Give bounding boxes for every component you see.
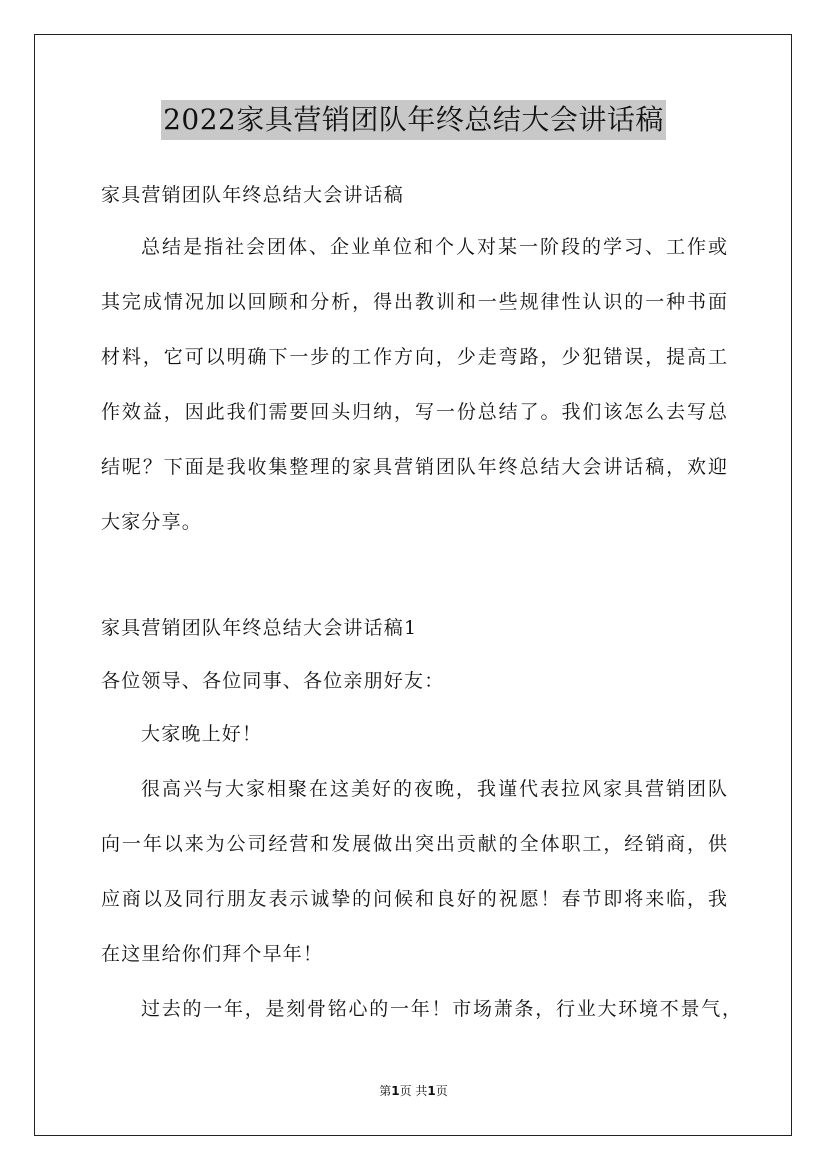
footer-prefix: 第 bbox=[379, 1084, 392, 1098]
para2-text-1: 过去的一年，是刻骨铭心的一年！市场萧条，行业大环境不景气， bbox=[141, 998, 741, 1020]
para1-line-2: 向一年以来为公司经营和发展做出突出贡献的全体职工，经销商，供 bbox=[101, 833, 727, 855]
footer-suffix: 页 bbox=[435, 1084, 448, 1098]
intro-line-6: 大家分享。 bbox=[101, 511, 203, 533]
intro-text-1: 总结是指社会团体、企业单位和个人对某一阶段的学习、工作或 bbox=[141, 236, 727, 258]
para1-line-3: 应商以及同行朋友表示诚挚的问候和良好的祝愿！春节即将来临，我 bbox=[101, 888, 727, 910]
para1-text-1: 很高兴与大家相聚在这美好的夜晚，我谨代表拉风家具营销团队 bbox=[141, 778, 727, 800]
footer-page-current: 1 bbox=[391, 1084, 400, 1098]
para2-line-1 bbox=[141, 997, 741, 1021]
intro-line-5: 结呢？下面是我收集整理的家具营销团队年终总结大会讲话稿，欢迎 bbox=[101, 456, 727, 478]
title-container bbox=[0, 100, 827, 140]
intro-line-2: 其完成情况加以回顾和分析，得出教训和一些规律性认识的一种书面 bbox=[101, 291, 727, 313]
page-footer bbox=[0, 1083, 827, 1099]
intro-line-4: 作效益，因此我们需要回头归纳，写一份总结了。我们该怎么去写总 bbox=[101, 401, 727, 423]
section-heading: 家具营销团队年终总结大会讲话稿1 bbox=[101, 617, 418, 639]
para1-line-4: 在这里给你们拜个早年！ bbox=[101, 943, 324, 965]
intro-line-3: 材料，它可以明确下一步的工作方向，少走弯路，少犯错误，提高工 bbox=[101, 346, 727, 368]
intro-line-1 bbox=[141, 235, 727, 259]
greeting: 大家晚上好！ bbox=[141, 723, 263, 745]
salutation: 各位领导、各位同事、各位亲朋好友： bbox=[101, 670, 445, 692]
footer-mid: 页 共 bbox=[399, 1084, 428, 1098]
footer-page-total: 1 bbox=[427, 1084, 436, 1098]
document-subtitle: 家具营销团队年终总结大会讲话稿 bbox=[101, 184, 405, 206]
document-title: 2022家具营销团队年终总结大会讲话稿 bbox=[161, 100, 666, 140]
para1-line-1 bbox=[141, 777, 727, 801]
